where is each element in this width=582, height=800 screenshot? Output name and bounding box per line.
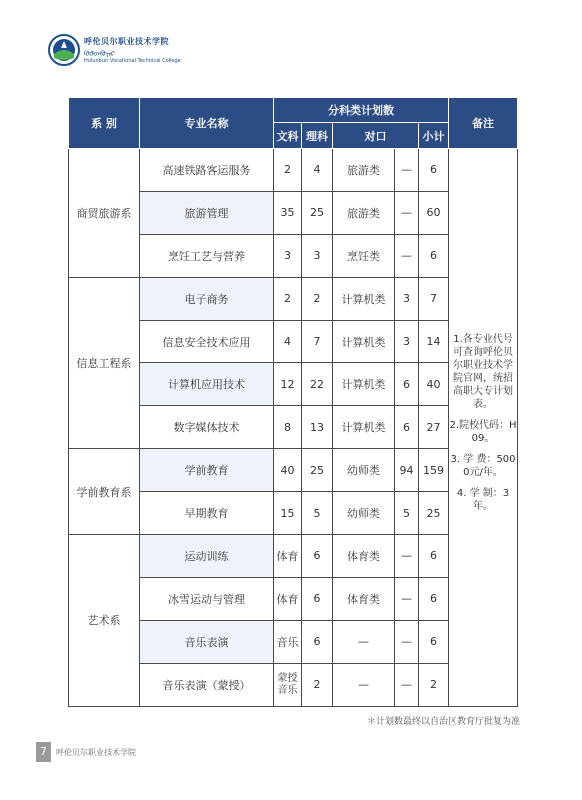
- major-cell: 学前教育: [140, 449, 274, 492]
- major-cell: 旅游管理: [140, 191, 274, 234]
- logo-name-mn: ᠬᠥᠯᠥᠨᠪᠤᠶᠢᠷ: [84, 50, 116, 58]
- dept-cell: 信息工程系: [69, 277, 140, 449]
- arts-cell: 8: [274, 406, 302, 449]
- major-cell: 运动训练: [140, 535, 274, 578]
- match-num-cell: —: [395, 620, 419, 663]
- subtotal-cell: 25: [419, 492, 449, 535]
- subtotal-cell: 6: [419, 620, 449, 663]
- header-major: 专业名称: [140, 98, 274, 149]
- arts-cell: 蒙授 音乐: [274, 663, 302, 706]
- science-cell: 4: [302, 149, 333, 192]
- science-cell: 25: [302, 191, 333, 234]
- match-type-cell: 计算机类: [333, 363, 395, 406]
- match-type-cell: 幼师类: [333, 449, 395, 492]
- match-num-cell: 6: [395, 406, 419, 449]
- note-item: 1.各专业代号可查询呼伦贝尔职业技术学院官网，统招高职大专计划表。: [453, 334, 514, 411]
- match-num-cell: —: [395, 234, 419, 277]
- science-cell: 25: [302, 449, 333, 492]
- footnote: ＊计划数最终以自治区教育厅批复为准: [366, 717, 520, 727]
- major-cell: 烹饪工艺与营养: [140, 234, 274, 277]
- dept-cell: 学前教育系: [69, 449, 140, 535]
- arts-cell: 40: [274, 449, 302, 492]
- subtotal-cell: 27: [419, 406, 449, 449]
- subtotal-cell: 7: [419, 277, 449, 320]
- note-item: 4. 学 制：3年。: [456, 488, 510, 513]
- match-type-cell: 体育类: [333, 577, 395, 620]
- header-subtotal: 小计: [419, 123, 449, 149]
- match-type-cell: —: [333, 663, 395, 706]
- dept-cell: 艺术系: [69, 535, 140, 707]
- subtotal-cell: 6: [419, 577, 449, 620]
- match-type-cell: 旅游类: [333, 149, 395, 192]
- arts-cell: 音乐: [274, 620, 302, 663]
- note-item: 3. 学 费：5000元/年。: [450, 454, 516, 479]
- arts-cell: 3: [274, 234, 302, 277]
- match-num-cell: 6: [395, 363, 419, 406]
- match-num-cell: —: [395, 535, 419, 578]
- note-item: 2.院校代码：H09。: [449, 420, 517, 445]
- header-arts: 文科: [274, 123, 302, 149]
- science-cell: 6: [302, 577, 333, 620]
- college-logo: [48, 34, 218, 74]
- match-num-cell: 3: [395, 277, 419, 320]
- major-cell: 冰雪运动与管理: [140, 577, 274, 620]
- logo-name-cn: 呼伦贝尔职业技术学院: [84, 37, 169, 46]
- major-cell: 电子商务: [140, 277, 274, 320]
- match-num-cell: —: [395, 663, 419, 706]
- match-type-cell: 幼师类: [333, 492, 395, 535]
- enrollment-plan-table: [68, 97, 518, 707]
- arts-cell: 12: [274, 363, 302, 406]
- dept-cell: 商贸旅游系: [69, 149, 140, 278]
- major-cell: 音乐表演（蒙授）: [140, 663, 274, 706]
- match-num-cell: —: [395, 149, 419, 192]
- arts-cell: 15: [274, 492, 302, 535]
- match-type-cell: 计算机类: [333, 406, 395, 449]
- science-cell: 3: [302, 234, 333, 277]
- major-cell: 计算机应用技术: [140, 363, 274, 406]
- match-num-cell: 5: [395, 492, 419, 535]
- match-type-cell: 体育类: [333, 535, 395, 578]
- science-cell: 6: [302, 620, 333, 663]
- match-num-cell: 3: [395, 320, 419, 363]
- science-cell: 22: [302, 363, 333, 406]
- science-cell: 5: [302, 492, 333, 535]
- science-cell: 7: [302, 320, 333, 363]
- match-num-cell: —: [395, 191, 419, 234]
- major-cell: 高速铁路客运服务: [140, 149, 274, 192]
- subtotal-cell: 6: [419, 234, 449, 277]
- header-match: 对口: [333, 123, 419, 149]
- footer-college-name: 呼伦贝尔职业技术学院: [56, 748, 136, 757]
- major-cell: 信息安全技术应用: [140, 320, 274, 363]
- header-notes: 备注: [449, 98, 518, 149]
- page-number: 7: [36, 742, 51, 762]
- college-emblem-icon: [48, 34, 80, 66]
- table-row: [69, 149, 518, 192]
- arts-cell: 4: [274, 320, 302, 363]
- subtotal-cell: 2: [419, 663, 449, 706]
- match-num-cell: 94: [395, 449, 419, 492]
- arts-cell: 2: [274, 277, 302, 320]
- subtotal-cell: 6: [419, 535, 449, 578]
- match-num-cell: —: [395, 577, 419, 620]
- major-cell: 早期教育: [140, 492, 274, 535]
- header-science: 理科: [302, 123, 333, 149]
- subtotal-cell: 14: [419, 320, 449, 363]
- header-dept: 系 别: [69, 98, 140, 149]
- major-cell: 音乐表演: [140, 620, 274, 663]
- match-type-cell: —: [333, 620, 395, 663]
- subtotal-cell: 60: [419, 191, 449, 234]
- match-type-cell: 旅游类: [333, 191, 395, 234]
- arts-cell: 体育: [274, 535, 302, 578]
- subtotal-cell: 159: [419, 449, 449, 492]
- arts-cell: 体育: [274, 577, 302, 620]
- arts-cell: 35: [274, 191, 302, 234]
- match-type-cell: 烹饪类: [333, 234, 395, 277]
- logo-name-en: Hulunbuir Vocational Technical College: [84, 58, 181, 64]
- match-type-cell: 计算机类: [333, 277, 395, 320]
- major-cell: 数字媒体技术: [140, 406, 274, 449]
- science-cell: 13: [302, 406, 333, 449]
- subtotal-cell: 40: [419, 363, 449, 406]
- science-cell: 2: [302, 277, 333, 320]
- subtotal-cell: 6: [419, 149, 449, 192]
- header-plan-group: 分科类计划数: [274, 98, 449, 123]
- notes-cell: [449, 149, 518, 707]
- match-type-cell: 计算机类: [333, 320, 395, 363]
- arts-cell: 2: [274, 149, 302, 192]
- table-header-row: [69, 98, 518, 123]
- science-cell: 6: [302, 535, 333, 578]
- science-cell: 2: [302, 663, 333, 706]
